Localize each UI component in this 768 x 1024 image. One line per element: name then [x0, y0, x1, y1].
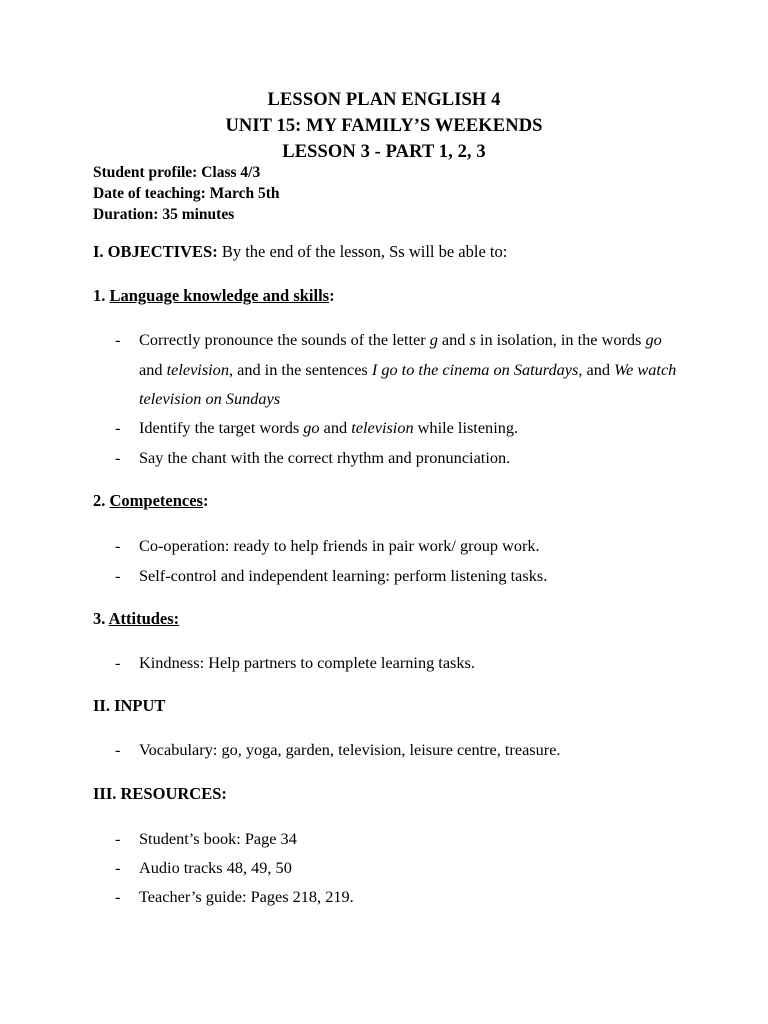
italic-word-television: television [166, 359, 229, 379]
student-profile: Student profile: Class 4/3 [93, 164, 261, 181]
title-line-3: LESSON 3 - PART 1, 2, 3 [282, 142, 486, 162]
italic-word-go: go [645, 330, 662, 349]
text-run: Identify the target words [139, 418, 304, 437]
language-skills-heading [93, 286, 335, 306]
text-run: while listening. [413, 418, 519, 437]
bullet-dash: - [115, 653, 121, 672]
italic-word-television: television [351, 418, 414, 437]
text-run: Correctly pronounce the sounds of the letter [139, 330, 430, 349]
attitudes-heading [93, 609, 179, 629]
title-line-2: UNIT 15: MY FAMILY’S WEEKENDS [225, 116, 543, 136]
italic-word-go: go [303, 418, 320, 437]
list-item-text [139, 418, 679, 438]
list-item-text: Audio tracks 48, 49, 50 [139, 858, 292, 877]
text-run: and [437, 330, 470, 349]
text-run: and [139, 359, 167, 379]
list-item-text: Kindness: Help partners to complete learning tasks. [139, 653, 475, 672]
resources-heading: III. RESOURCES: [93, 784, 227, 803]
text-run: in isolation, in the words [475, 330, 646, 349]
title-line-1: LESSON PLAN ENGLISH 4 [267, 90, 501, 110]
list-item-text: Self-control and independent learning: perform listening tasks. [139, 566, 548, 585]
section-number: 3. [93, 609, 109, 628]
objectives-heading: I. OBJECTIVES: [93, 242, 218, 261]
objectives-intro: By the end of the lesson, Ss will be able to: [217, 242, 508, 261]
date-of-teaching: Date of teaching: March 5th [93, 185, 280, 202]
list-item-text: Student’s book: Page 34 [139, 829, 297, 848]
list-item-text: Co-operation: ready to help friends in pair work/ group work. [139, 536, 540, 555]
list-item-text: Teacher’s guide: Pages 218, 219. [139, 887, 354, 906]
list-item [115, 330, 675, 420]
section-number: 1. [93, 286, 110, 305]
bullet-dash: - [115, 858, 121, 877]
text-run: , and in the sentences [228, 359, 372, 379]
bullet-dash: - [115, 330, 121, 349]
heading-colon: : [329, 286, 335, 305]
bullet-dash: - [115, 829, 121, 848]
italic-sentence-1: I go to the cinema on Saturdays [371, 359, 579, 379]
list-item-text [139, 325, 679, 414]
bullet-dash: - [115, 887, 121, 906]
bullet-dash: - [115, 448, 121, 467]
text-run: , and [578, 359, 615, 379]
language-skills-label: Language knowledge and skills [109, 286, 330, 305]
text-run: and [319, 418, 352, 437]
bullet-dash: - [115, 418, 121, 437]
input-heading: II. INPUT [93, 696, 166, 715]
bullet-dash: - [115, 536, 121, 555]
heading-colon: : [202, 491, 209, 510]
competences-label: Competences [109, 491, 203, 510]
objectives-heading-line [93, 242, 507, 262]
italic-letter-g: g [429, 330, 438, 349]
attitudes-label: Attitudes: [108, 609, 180, 628]
section-number: 2. [93, 491, 110, 510]
bullet-dash: - [115, 740, 121, 759]
italic-sentence-2: We watch television on Sundays [139, 359, 677, 408]
bullet-dash: - [115, 566, 121, 585]
italic-letter-s: s [469, 330, 476, 349]
list-item-text: Say the chant with the correct rhythm and pronunciation. [139, 448, 511, 467]
list-item-text: Vocabulary: go, yoga, garden, television, leisure centre, treasure. [139, 740, 561, 759]
competences-heading [93, 491, 208, 511]
duration: Duration: 35 minutes [93, 206, 235, 223]
